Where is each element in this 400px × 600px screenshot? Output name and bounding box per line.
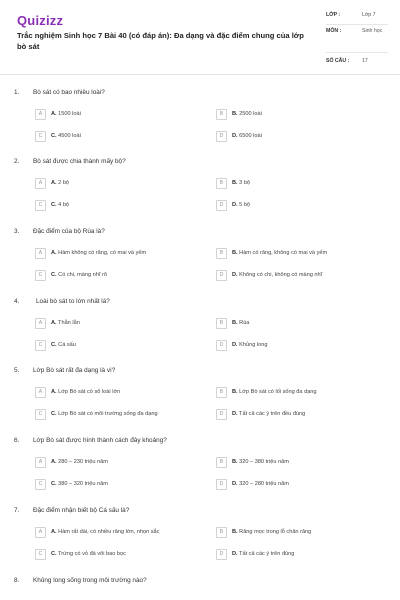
option-prefix: C. xyxy=(51,411,57,417)
option-text: Tất cả các ý trên đúng xyxy=(239,551,295,557)
meta-divider xyxy=(326,24,388,25)
option-letter-box: D xyxy=(216,340,227,351)
option-letter-box: D xyxy=(216,479,227,490)
option-prefix: D. xyxy=(232,411,238,417)
option-prefix: A. xyxy=(51,111,57,117)
option-letter-box: C xyxy=(35,131,46,142)
option-prefix: D. xyxy=(232,202,238,208)
option-prefix: C. xyxy=(51,481,57,487)
option-letter-box: A xyxy=(35,457,46,468)
option-prefix: D. xyxy=(232,272,238,278)
option-letter-box: B xyxy=(216,387,227,398)
question-number: 7. xyxy=(14,507,20,514)
option-text: Lớp Bò sát có số loài lớn xyxy=(58,389,121,395)
option-prefix: C. xyxy=(51,551,57,557)
option-prefix: A. xyxy=(51,180,57,186)
meta-class-label: LỚP : xyxy=(326,12,341,18)
question-text: Lớp Bò sát rất đa dạng là vì? xyxy=(33,367,116,374)
option-prefix: D. xyxy=(232,133,238,139)
question-text: Đặc điểm nhận biết bộ Cá sấu là? xyxy=(33,507,130,514)
option-prefix: B. xyxy=(232,459,238,465)
option-letter-box: A xyxy=(35,527,46,538)
option-letter-box: C xyxy=(35,270,46,281)
option-text: Khủng long xyxy=(239,342,268,348)
option-text: 6500 loài xyxy=(239,133,262,139)
option-letter-box: A xyxy=(35,318,46,329)
option-prefix: A. xyxy=(51,389,57,395)
option-letter-box: B xyxy=(216,318,227,329)
option-prefix: D. xyxy=(232,551,238,557)
question-text: Lớp Bò sát được hình thành cách đây khoảng? xyxy=(33,437,167,444)
question-number: 3. xyxy=(14,228,20,235)
option-letter-box: A xyxy=(35,387,46,398)
question-text: Khủng long sống trong môi trường nào? xyxy=(33,577,147,584)
option-text: 5 bộ xyxy=(239,202,251,208)
option-letter-box: B xyxy=(216,527,227,538)
meta-subject-value: Sinh học xyxy=(362,28,383,34)
option-text: 1500 loài xyxy=(58,111,81,117)
option-text: Hàm không có răng, có mai và yếm xyxy=(58,250,147,256)
question-number: 2. xyxy=(14,158,20,165)
option-prefix: B. xyxy=(232,250,238,256)
option-text: 320 – 380 triệu năm xyxy=(239,459,289,465)
option-text: Răng mọc trong lỗ chân răng xyxy=(239,529,312,535)
option-text: 3 bộ xyxy=(239,180,251,186)
option-text: Cá sấu xyxy=(58,342,76,348)
option-text: Hàm có răng, không có mai và yếm xyxy=(239,250,328,256)
option-letter-box: D xyxy=(216,409,227,420)
meta-count-value: 17 xyxy=(362,58,368,64)
option-text: 4500 loài xyxy=(58,133,81,139)
option-text: Rùa xyxy=(239,320,250,326)
option-prefix: B. xyxy=(232,529,238,535)
option-letter-box: B xyxy=(216,109,227,120)
question-number: 6. xyxy=(14,437,20,444)
question-number: 4. xyxy=(14,298,20,305)
option-text: 380 – 320 triệu năm xyxy=(58,481,108,487)
question-text: Bò sát có bao nhiêu loài? xyxy=(33,89,105,96)
option-prefix: B. xyxy=(232,180,238,186)
option-text: 280 – 230 triệu năm xyxy=(58,459,108,465)
meta-count xyxy=(326,58,390,68)
header-divider xyxy=(0,74,400,75)
option-text: Lớp Bò sát có lối sống đa dạng xyxy=(239,389,317,395)
option-text: 320 – 280 triệu năm xyxy=(239,481,289,487)
option-prefix: C. xyxy=(51,202,57,208)
option-letter-box: B xyxy=(216,178,227,189)
option-prefix: A. xyxy=(51,529,57,535)
option-text: 2 bộ xyxy=(58,180,70,186)
option-letter-box: C xyxy=(35,200,46,211)
option-letter-box: B xyxy=(216,457,227,468)
option-prefix: A. xyxy=(51,250,57,256)
option-prefix: B. xyxy=(232,320,238,326)
meta-divider xyxy=(326,52,388,53)
option-text: 4 bộ xyxy=(58,202,70,208)
quizizz-logo: Quizizz xyxy=(17,13,64,28)
option-prefix: A. xyxy=(51,320,57,326)
option-letter-box: C xyxy=(35,340,46,351)
option-letter-box: C xyxy=(35,409,46,420)
option-text: Không có chi, không có màng nhĩ xyxy=(239,272,323,278)
option-letter-box: C xyxy=(35,549,46,560)
option-letter-box: D xyxy=(216,549,227,560)
option-letter-box: D xyxy=(216,131,227,142)
option-prefix: D. xyxy=(232,481,238,487)
option-text: Trứng có vỏ đá vôi bao bọc xyxy=(58,551,126,557)
option-letter-box: A xyxy=(35,178,46,189)
option-prefix: C. xyxy=(51,342,57,348)
option-prefix: B. xyxy=(232,389,238,395)
option-prefix: C. xyxy=(51,133,57,139)
option-letter-box: D xyxy=(216,200,227,211)
meta-count-label: SỐ CÂU : xyxy=(326,58,350,64)
meta-subject-label: MÔN : xyxy=(326,28,342,34)
question-text: Bò sát được chia thành mấy bộ? xyxy=(33,158,126,165)
option-letter-box: C xyxy=(35,479,46,490)
question-number: 5. xyxy=(14,367,20,374)
worksheet-meta xyxy=(326,12,390,64)
option-prefix: A. xyxy=(51,459,57,465)
option-letter-box: B xyxy=(216,248,227,259)
question-text: Loài bò sát to lớn nhất là? xyxy=(36,298,110,305)
option-text: 2500 loài xyxy=(239,111,262,117)
question-text: Đặc điểm của bộ Rùa là? xyxy=(33,228,105,235)
option-prefix: B. xyxy=(232,111,238,117)
question-number: 1. xyxy=(14,89,20,96)
option-prefix: D. xyxy=(232,342,238,348)
option-text: Thằn lằn xyxy=(58,320,80,326)
option-letter-box: A xyxy=(35,109,46,120)
option-text: Tất cả các ý trên đều đúng xyxy=(239,411,306,417)
meta-class-value: Lớp 7 xyxy=(362,12,376,18)
option-text: Lớp Bò sát có môi trường sống đa dạng xyxy=(58,411,158,417)
option-text: Hàm rất dài, có nhiều răng lớn, nhọn sắc xyxy=(58,529,160,535)
option-letter-box: D xyxy=(216,270,227,281)
option-prefix: C. xyxy=(51,272,57,278)
worksheet-header xyxy=(0,0,400,74)
option-text: Có chi, màng nhĩ rõ xyxy=(58,272,107,278)
worksheet-title: Trắc nghiệm Sinh học 7 Bài 40 (có đáp án): Đa dạng và đặc điểm chung của lớp bò sát xyxy=(17,31,304,51)
question-number: 8. xyxy=(14,577,20,584)
option-letter-box: A xyxy=(35,248,46,259)
